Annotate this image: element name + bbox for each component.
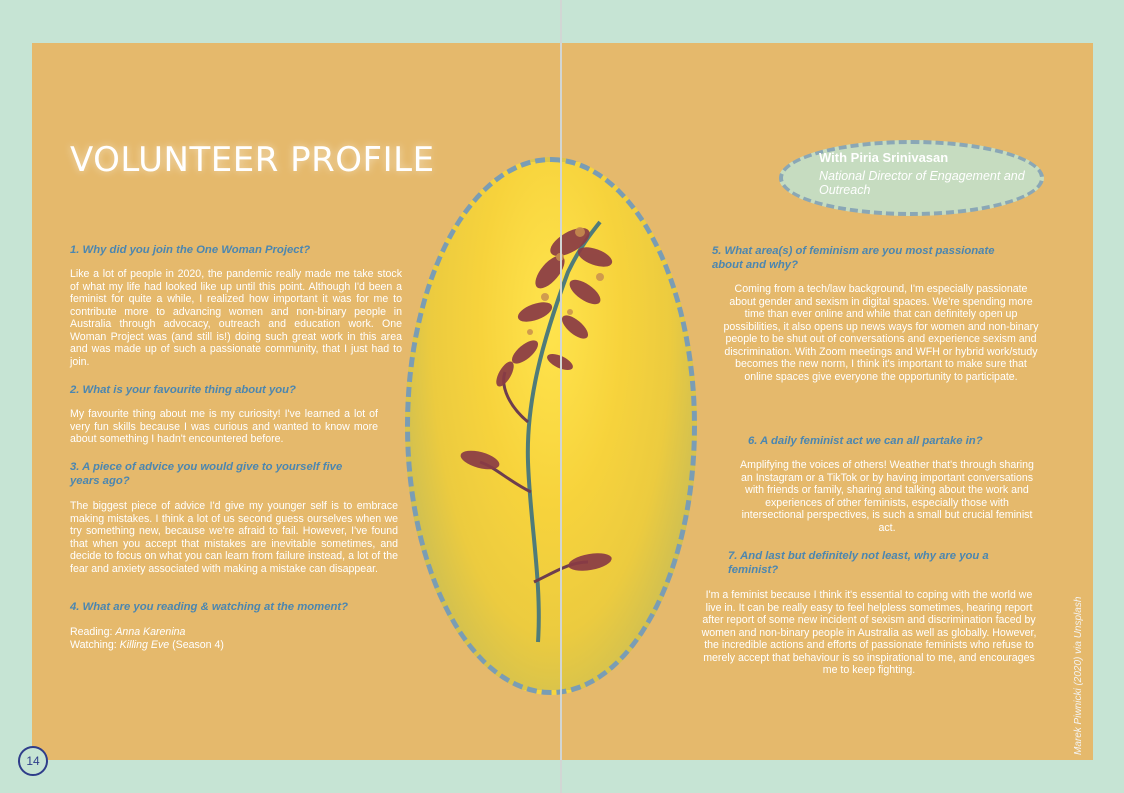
answer-2: My favourite thing about me is my curiosity! I've learned a lot of very fun skills because I was curious and wanted to know more about something I hadn't encountered before.: [70, 408, 378, 445]
question-6: 6. A daily feminist act we can all partake in?: [748, 435, 983, 447]
dried-flower-illustration: [410, 162, 697, 695]
answer-4: [70, 626, 400, 651]
question-3: 3. A piece of advice you would give to yourself five years ago?: [70, 461, 343, 487]
flower-photo: [405, 157, 697, 695]
answer-1: Like a lot of people in 2020, the pandemic really made me take stock of what my life had looked like up until this point. Although I'd been a feminist for quite a while, I realized how important it was for me to contribute more to advancing women and non-binary people in Australia through advocacy, outreach and education work. One Woman Project was (and still is!) doing such great work in this area and was made up of such a passionate community, that I just had to join.: [70, 268, 402, 368]
volunteer-role: National Director of Engagement and Outreach: [819, 169, 1025, 197]
answer-5: Coming from a tech/law background, I'm especially passionate about gender and sexism in digital spaces. We're spending more time than ever online and while that can definitely open up possibilities, it also opens up news ways for women and non-binary people to be shut out of conversations and experience sexism and discrimination. With Zoom meetings and WFH or hybrid work/study becomes the new norm, I think it's important to make sure that online spaces give everyone the opportunity to participate.: [723, 283, 1039, 383]
page-number: 14: [18, 746, 48, 776]
page-title: VOLUNTEER PROFILE: [70, 140, 435, 180]
watching-label: Watching:: [70, 638, 117, 651]
watching-title: Killing Eve: [119, 638, 170, 651]
volunteer-name: With Piria Srinivasan: [819, 150, 949, 165]
reading-label: Reading:: [70, 626, 113, 638]
answer-7: I'm a feminist because I think it's essential to coping with the world we live in. It can be really easy to feel helpless sometimes, hearing report after report of some new incident of sexism and discrimination faced by women and non-binary people in Australia as well as globally. However, the incredible actions and efforts of passionate feminists who refuse to merely accept that behaviour is so inspirational to me, and encourages me to keep fighting.: [701, 589, 1037, 676]
page-fold: [560, 0, 562, 793]
question-2: 2. What is your favourite thing about you?: [70, 384, 296, 396]
profile-badge: [779, 140, 1044, 216]
question-7: 7. And last but definitely not least, why are you a feminist?: [728, 550, 989, 576]
answer-6: Amplifying the voices of others! Weather that's through sharing an Instagram or a TikTok or by having important conversations with friends or family, sharing and talking about the work and experiences of other feminists, especially those with intersectional perspectives, is such a small but crucial feminist act.: [740, 459, 1034, 534]
watching-note: (Season 4): [172, 638, 224, 651]
question-1: 1. Why did you join the One Woman Project?: [70, 244, 311, 256]
question-5: 5. What area(s) of feminism are you most passionate about and why?: [712, 245, 995, 271]
reading-title: Anna Karenina: [115, 626, 186, 638]
photo-credit: Marek Piwnicki (2020) via Unsplash: [1073, 596, 1084, 755]
question-4: 4. What are you reading & watching at the moment?: [70, 601, 349, 613]
answer-3: The biggest piece of advice I'd give my younger self is to embrace making mistakes. I think a lot of us second guess ourselves when we try something new, because we're afraid to fail. However, I've found that when you accept that mistakes are inevitable sometimes, and decide to focus on what you can learn from failure instead, a lot of the fear and anxiety associated with making a mistake can disappear.: [70, 500, 398, 575]
